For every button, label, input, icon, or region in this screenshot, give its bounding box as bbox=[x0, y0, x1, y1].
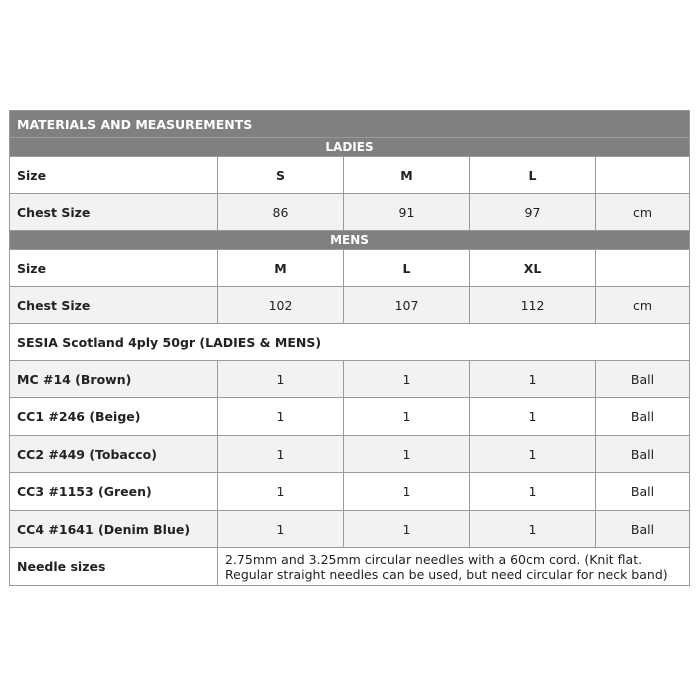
unit-cell: Ball bbox=[630, 484, 655, 499]
value-cell: 1 bbox=[218, 473, 344, 510]
size-cell: M bbox=[218, 250, 344, 286]
needle-note-line-1: 2.75mm and 3.25mm circular needles with a 60cm cord. (Knit flat. bbox=[225, 551, 643, 567]
row-label: MC #14 (Brown) bbox=[10, 361, 218, 397]
value-cell: 1 bbox=[344, 511, 470, 547]
table-row-needles bbox=[10, 548, 689, 585]
unit-cell bbox=[596, 157, 689, 193]
size-cell: L bbox=[344, 250, 470, 286]
table-row-ladies-chest bbox=[10, 194, 689, 231]
unit-cell: Ball bbox=[630, 371, 655, 387]
value-cell: 1 bbox=[470, 511, 596, 547]
materials-table bbox=[9, 110, 690, 586]
table-row-yarn bbox=[10, 398, 689, 436]
value-cell: 97 bbox=[470, 194, 596, 230]
value-cell: 107 bbox=[344, 287, 470, 323]
row-label: Chest Size bbox=[10, 287, 218, 323]
table-title: MATERIALS AND MEASUREMENTS bbox=[10, 111, 689, 138]
value-cell: 91 bbox=[344, 194, 470, 230]
table-row-ladies-size bbox=[10, 157, 689, 194]
needle-note-line-2: Regular straight needles can be used, but need circular for neck band) bbox=[225, 566, 668, 582]
row-label: CC3 #1153 (Green) bbox=[10, 473, 218, 510]
value-cell: 1 bbox=[470, 361, 596, 397]
unit-cell: Ball bbox=[630, 521, 655, 537]
unit-cell: Ball bbox=[630, 446, 655, 462]
table-row-mens-chest bbox=[10, 287, 689, 324]
row-label: CC1 #246 (Beige) bbox=[10, 398, 218, 435]
value-cell: 1 bbox=[218, 398, 344, 435]
value-cell: 86 bbox=[218, 194, 344, 230]
row-label: Chest Size bbox=[10, 194, 218, 230]
size-cell: S bbox=[218, 157, 344, 193]
row-label: Size bbox=[10, 250, 218, 286]
row-label: CC4 #1641 (Denim Blue) bbox=[10, 511, 218, 547]
value-cell: 1 bbox=[344, 436, 470, 472]
value-cell: 1 bbox=[344, 398, 470, 435]
table-row-mens-size bbox=[10, 250, 689, 287]
value-cell: 1 bbox=[218, 361, 344, 397]
unit-cell: Ball bbox=[630, 409, 655, 424]
unit-cell bbox=[596, 250, 689, 286]
row-label: CC2 #449 (Tobacco) bbox=[10, 436, 218, 472]
value-cell: 1 bbox=[470, 398, 596, 435]
value-cell: 1 bbox=[218, 511, 344, 547]
size-cell: XL bbox=[470, 250, 596, 286]
table-row-yarn-header bbox=[10, 324, 689, 361]
unit-cell: cm bbox=[632, 204, 653, 220]
value-cell: 1 bbox=[218, 436, 344, 472]
row-label: Size bbox=[10, 157, 218, 193]
section-header-ladies: LADIES bbox=[10, 138, 689, 157]
size-cell: M bbox=[344, 157, 470, 193]
table-row-yarn bbox=[10, 436, 689, 473]
needle-note bbox=[218, 548, 689, 585]
table-row-yarn bbox=[10, 473, 689, 511]
value-cell: 1 bbox=[344, 473, 470, 510]
table-row-yarn bbox=[10, 361, 689, 398]
value-cell: 1 bbox=[470, 473, 596, 510]
value-cell: 102 bbox=[218, 287, 344, 323]
table-row-yarn bbox=[10, 511, 689, 548]
value-cell: 1 bbox=[470, 436, 596, 472]
yarn-header: SESIA Scotland 4ply 50gr (LADIES & MENS) bbox=[17, 334, 322, 350]
unit-cell: cm bbox=[632, 297, 653, 313]
value-cell: 112 bbox=[470, 287, 596, 323]
section-header-mens: MENS bbox=[10, 231, 689, 250]
row-label: Needle sizes bbox=[10, 548, 218, 585]
value-cell: 1 bbox=[344, 361, 470, 397]
size-cell: L bbox=[470, 157, 596, 193]
